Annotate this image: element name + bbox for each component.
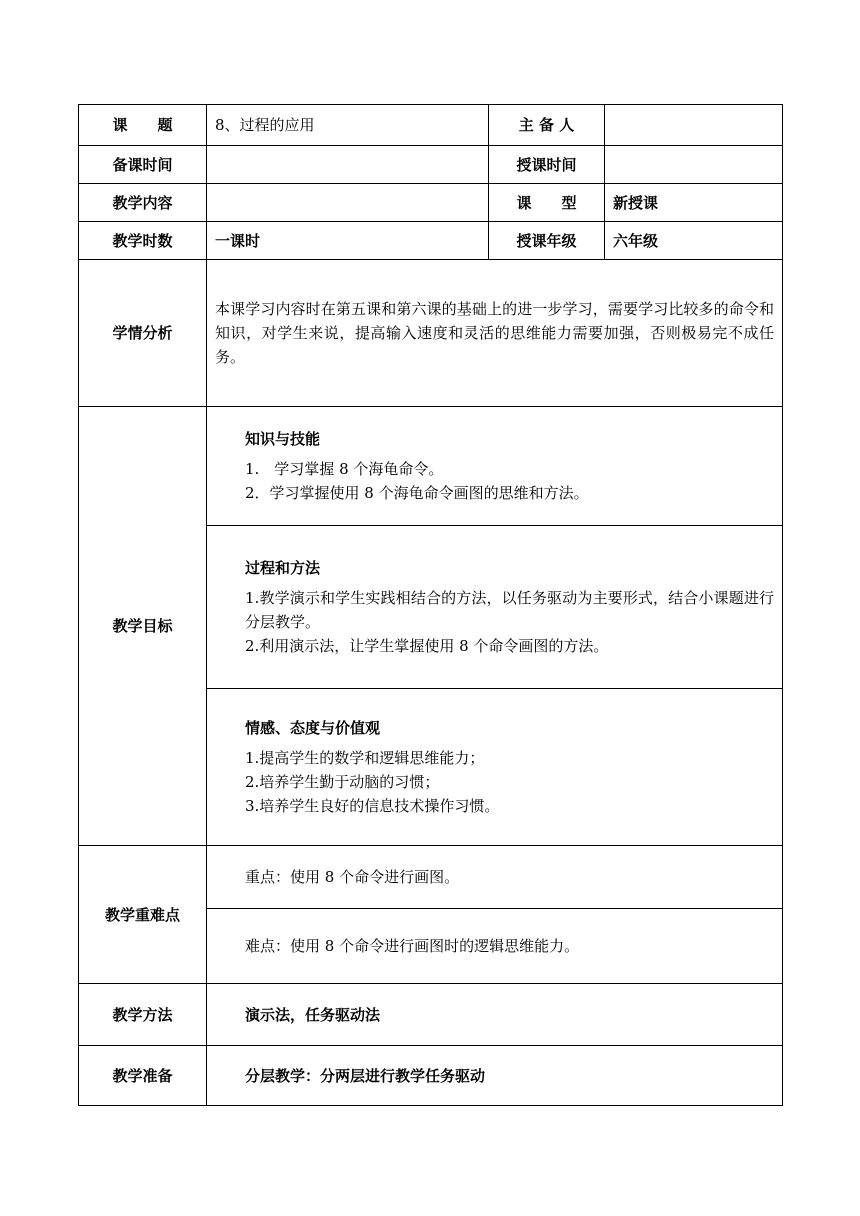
row-topic — [79, 105, 783, 146]
row-method — [79, 984, 783, 1046]
content-label: 教学内容 — [79, 184, 207, 222]
process-title: 过程和方法 — [245, 559, 321, 577]
hours-value: 一课时 — [207, 222, 489, 260]
preparer-label: 主 备 人 — [489, 105, 605, 146]
difficult-point-text: 难点：使用 8 个命令进行画图时的逻辑思维能力。 — [207, 909, 783, 984]
grade-label: 授课年级 — [489, 222, 605, 260]
row-prep-time — [79, 146, 783, 184]
topic-label: 课 题 — [79, 105, 207, 146]
prep-time-label: 备课时间 — [79, 146, 207, 184]
process-item: 1.教学演示和学生实践相结合的方法，以任务驱动为主要形式，结合小课题进行分层教学。 — [245, 589, 774, 631]
teach-time-label: 授课时间 — [489, 146, 605, 184]
lesson-plan-table — [78, 104, 783, 1106]
type-value: 新授课 — [605, 184, 783, 222]
emotion-item: 2.培养学生勤于动脑的习惯； — [245, 773, 440, 791]
emotion-item: 3.培养学生良好的信息技术操作习惯。 — [245, 797, 500, 815]
row-content — [79, 184, 783, 222]
goals-label: 教学目标 — [79, 407, 207, 846]
row-analysis — [79, 260, 783, 407]
content-value — [207, 184, 489, 222]
hours-label: 教学时数 — [79, 222, 207, 260]
emotion-title: 情感、态度与价值观 — [245, 719, 381, 737]
key-point-text: 重点：使用 8 个命令进行画图。 — [207, 846, 783, 909]
knowledge-item: 1. 学习掌握 8 个海龟命令。 — [245, 460, 444, 478]
analysis-label: 学情分析 — [79, 260, 207, 407]
method-label: 教学方法 — [79, 984, 207, 1046]
key-points-label: 教学重难点 — [79, 846, 207, 984]
row-key-point — [79, 846, 783, 909]
prep-time-value — [207, 146, 489, 184]
row-preparation — [79, 1046, 783, 1106]
method-value: 演示法，任务驱动法 — [207, 984, 783, 1046]
analysis-text: 本课学习内容时在第五课和第六课的基础上的进一步学习，需要学习比较多的命令和知识，对学生来说，提高输入速度和灵活的思维能力需要加强，否则极易完不成任务。 — [207, 260, 783, 407]
knowledge-item: 2．学习掌握使用 8 个海龟命令画图的思维和方法。 — [245, 484, 589, 502]
preparation-value: 分层教学：分两层进行教学任务驱动 — [207, 1046, 783, 1106]
teach-time-value — [605, 146, 783, 184]
preparation-label: 教学准备 — [79, 1046, 207, 1106]
grade-value: 六年级 — [605, 222, 783, 260]
emotion-item: 1.提高学生的数学和逻辑思维能力； — [245, 749, 485, 767]
process-item: 2.利用演示法，让学生掌握使用 8 个命令画图的方法。 — [245, 637, 609, 655]
goals-process-cell — [207, 526, 783, 689]
preparer-value — [605, 105, 783, 146]
goals-knowledge-cell — [207, 407, 783, 526]
knowledge-title: 知识与技能 — [245, 430, 321, 448]
row-goals-knowledge — [79, 407, 783, 526]
goals-emotion-cell — [207, 689, 783, 846]
row-hours — [79, 222, 783, 260]
topic-value: 8、过程的应用 — [207, 105, 489, 146]
type-label: 课 型 — [489, 184, 605, 222]
